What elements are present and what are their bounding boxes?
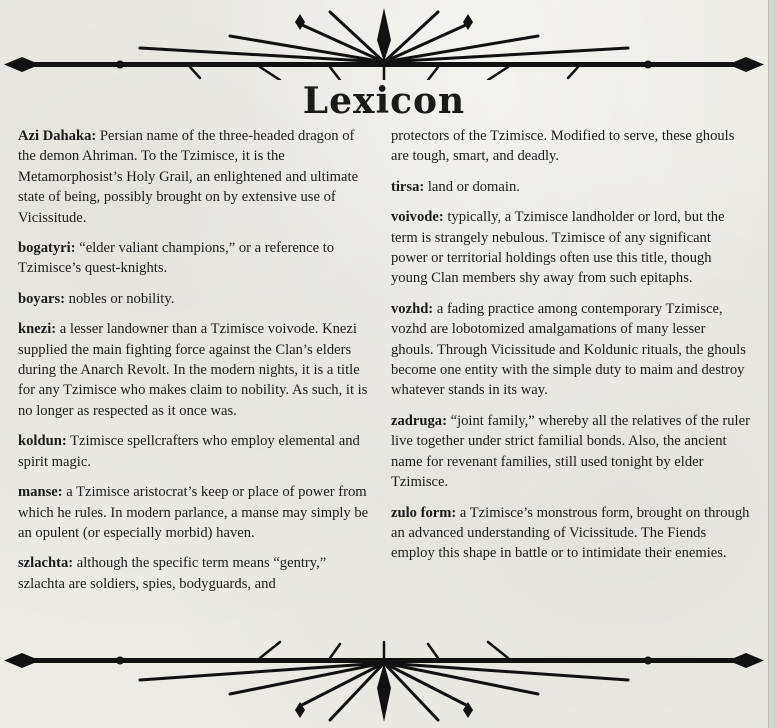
lexicon-entry-szlachta <box>18 553 370 594</box>
term: Azi Dahaka: <box>18 128 97 144</box>
definition: a Tzimisce’s monstrous form, brought on through an advanced understanding of Vicissitude. The Fiends employ this shape in battle or to intimidate their enemies. <box>391 504 750 562</box>
lexicon-column-right <box>391 126 751 574</box>
term: knezi: <box>18 321 57 338</box>
term: tirsa: <box>391 178 425 195</box>
term: vozhd: <box>391 300 434 317</box>
lexicon-entry-vozhd <box>391 299 751 401</box>
lexicon-entry-knezi <box>18 319 370 421</box>
term: voivode: <box>391 209 444 226</box>
definition: Tzimisce spellcrafters who employ elemental and spirit magic. <box>18 433 360 470</box>
term: koldun: <box>18 433 67 450</box>
term: bogatyri: <box>18 240 76 257</box>
term: zadruga: <box>391 412 447 429</box>
lexicon-column-left <box>18 126 370 604</box>
term: zulo form: <box>391 504 457 521</box>
lexicon-entry-voivode <box>391 207 751 289</box>
definition: typically, a Tzimisce landholder or lord, but the term is strangely nebulous. Tzimisce of any significant power or territorial holdings often use this title, though young Clan members shy away from such epitaphs. <box>391 209 725 287</box>
definition: “joint family,” whereby all the relatives of the ruler live together under strict familial bonds. Also, the ancient name for revenant families, still used tonight by elder Tzimisce. <box>391 412 750 491</box>
definition: a fading practice among contemporary Tzimisce, vozhd are lobotomized amalgamations of many lesser ghouls. Through Vicissitude and Koldunic rituals, the ghouls become one entity with the simple duty to maim and destroy whatever stands in its way. <box>391 300 746 399</box>
page-title: Lexicon <box>302 80 466 122</box>
lexicon-entry-szlachta-continued: protectors of the Tzimisce. Modified to serve, these ghouls are tough, smart, and deadly. <box>391 128 735 165</box>
definition: Persian name of the three-headed dragon of the demon Ahriman. To the Tzimisce, it is the Metamorphosist’s Holy Grail, an enlightened and ultimate state of being, possibly brought on by extensive use of Vicissitude. <box>18 128 359 226</box>
term: manse: <box>18 484 63 501</box>
definition: a lesser landowner than a Tzimisce voivode. Knezi supplied the main fighting force against the Clan’s elders during the Anarch Revolt. In the modern nights, it is a title for any Tzimisce who makes claim to nobility. As such, it is no longer as respected as it once was. <box>18 321 368 419</box>
lexicon-entry-bogatyri <box>18 238 370 279</box>
lexicon-entry-zulo-form <box>391 503 751 564</box>
definition: “elder valiant champions,” or a reference to Tzimisce’s quest-knights. <box>18 240 335 277</box>
bottom-ornament-icon <box>0 636 768 728</box>
top-ornament-icon <box>0 0 768 80</box>
definition: a Tzimisce aristocrat’s keep or place of power from which he rules. In modern parlance, a manse may simply be an opulent (or especially morbid) haven. <box>18 484 369 541</box>
term: boyars: <box>18 290 66 307</box>
definition: land or domain. <box>424 178 520 195</box>
term: szlachta: <box>18 555 74 572</box>
page-edge <box>768 0 777 728</box>
lexicon-entry-azi-dahaka <box>18 126 370 228</box>
definition: nobles or nobility. <box>65 290 175 307</box>
lexicon-entry-koldun <box>18 431 370 472</box>
definition: although the specific term means “gentry,” szlachta are soldiers, spies, bodyguards, and <box>18 555 327 592</box>
lexicon-entry-tirsa <box>391 177 751 197</box>
lexicon-entry-boyars <box>18 289 370 309</box>
lexicon-entry-zadruga <box>391 411 751 493</box>
lexicon-entry-manse <box>18 482 370 543</box>
